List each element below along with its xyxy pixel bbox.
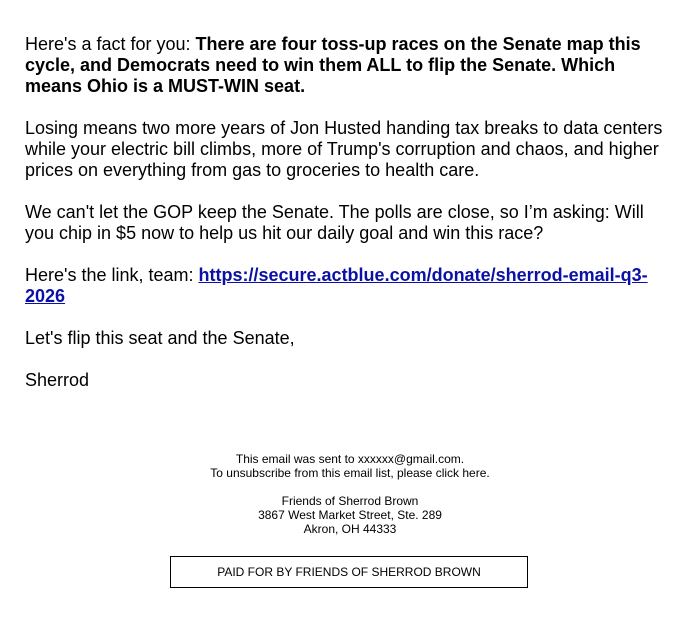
unsubscribe-link[interactable]: To unsubscribe from this email list, please click here. xyxy=(210,466,490,480)
paragraph-ask: We can't let the GOP keep the Senate. The polls are close, so I’m asking: Will you chip in $5 now to help us hit our daily goal and win this race? xyxy=(25,202,644,243)
link-intro-text: Here's the link, team: xyxy=(25,265,199,285)
email-footer xyxy=(0,452,700,550)
sent-to-text: This email was sent to xxxxxx@gmail.com. xyxy=(235,452,465,466)
fact-bold-text: There are four toss-up races on the Senate map this cycle, and Democrats need to win them ALL to flip the Senate. Which means Ohio is a MUST-WIN seat. xyxy=(25,34,641,96)
paragraph-fact xyxy=(25,34,675,97)
fact-intro-text: Here's a fact for you: xyxy=(25,34,196,54)
paragraph-closing: Let's flip this seat and the Senate, xyxy=(25,328,295,348)
signature: Sherrod xyxy=(25,370,90,390)
paragraph-link xyxy=(25,265,675,307)
paid-for-disclaimer: PAID FOR BY FRIENDS OF SHERROD BROWN xyxy=(170,556,528,588)
donate-link[interactable]: https://secure.actblue.com/donate/sherrod-email-q3-2026 xyxy=(25,265,648,306)
org-name: Friends of Sherrod Brown xyxy=(281,494,419,508)
address-line-2: Akron, OH 44333 xyxy=(303,522,397,536)
footer-recipient-block xyxy=(0,452,700,480)
footer-address-block xyxy=(0,494,700,536)
email-body xyxy=(25,34,675,412)
address-line-1: 3867 West Market Street, Ste. 289 xyxy=(258,508,442,522)
paragraph-losing: Losing means two more years of Jon Husted handing tax breaks to data centers while your electric bill climbs, more of Trump's corruption and chaos, and higher prices on everything from gas to groceries to health care. xyxy=(25,118,663,180)
